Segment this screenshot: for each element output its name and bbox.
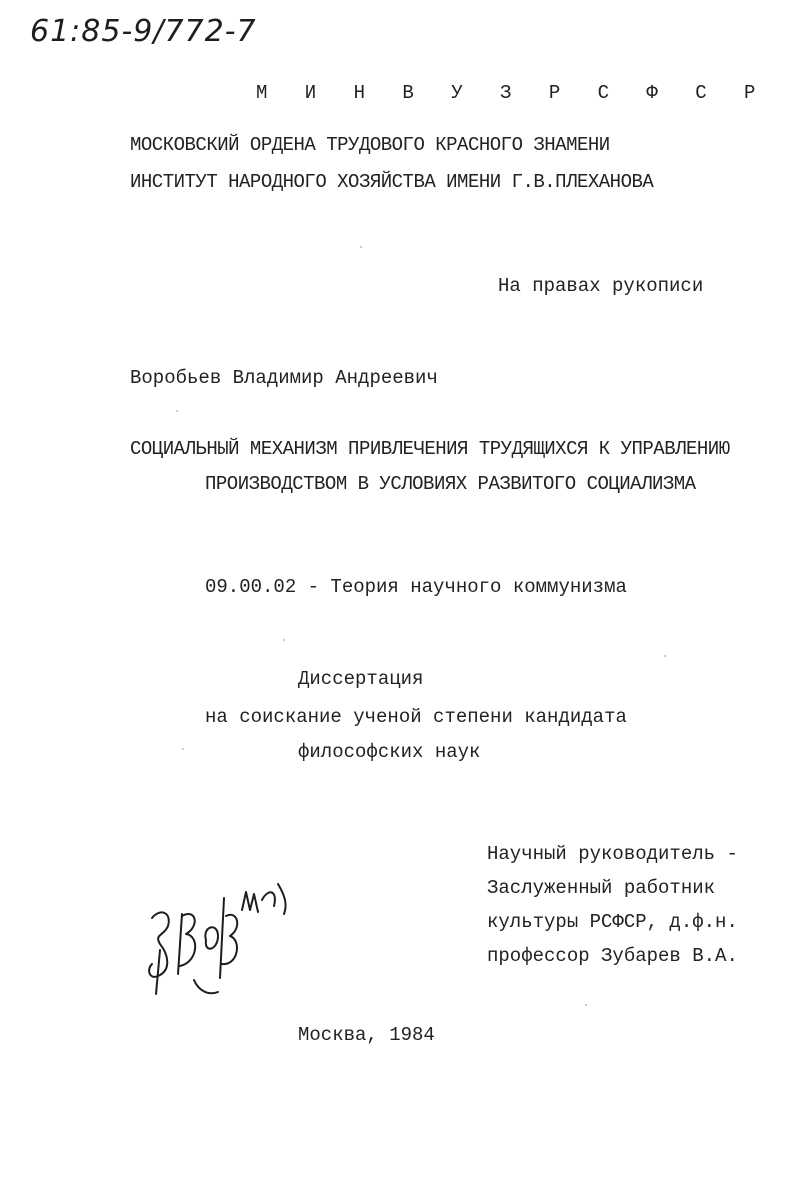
supervisor-line-3: культуры РСФСР, д.ф.н. [487, 911, 738, 933]
dissertation-title-line-1: СОЦИАЛЬНЫЙ МЕХАНИЗМ ПРИВЛЕЧЕНИЯ ТРУДЯЩИХСЯ К УПРАВЛЕНИЮ [130, 438, 730, 460]
archive-code-handwritten: 61:85-9/772-7 [30, 14, 257, 49]
author-signature [138, 870, 298, 1010]
scan-speck [182, 748, 184, 750]
place-and-year: Москва, 1984 [298, 1024, 435, 1046]
degree-line-1: Диссертация [298, 668, 424, 690]
scan-speck [664, 655, 666, 657]
ministry-header: М И Н В У З Р С Ф С Р [256, 82, 769, 104]
supervisor-line-4: профессор Зубарев В.А. [487, 945, 738, 967]
specialty-code: 09.00.02 - Теория научного коммунизма [205, 576, 627, 598]
degree-line-3: философских наук [298, 741, 481, 763]
author-name: Воробьев Владимир Андреевич [130, 367, 438, 389]
degree-line-2: на соискание ученой степени кандидата [205, 706, 627, 728]
scan-speck [283, 639, 285, 641]
scan-speck [176, 410, 178, 412]
institute-name-line-2: ИНСТИТУТ НАРОДНОГО ХОЗЯЙСТВА ИМЕНИ Г.В.ПЛЕХАНОВА [130, 171, 654, 193]
institute-name-line-1: МОСКОВСКИЙ ОРДЕНА ТРУДОВОГО КРАСНОГО ЗНАМЕНИ [130, 134, 610, 156]
manuscript-rights-note: На правах рукописи [498, 275, 704, 297]
supervisor-line-2: Заслуженный работник [487, 877, 716, 899]
scan-speck [360, 246, 362, 248]
supervisor-line-1: Научный руководитель - [487, 843, 738, 865]
dissertation-title-line-2: ПРОИЗВОДСТВОМ В УСЛОВИЯХ РАЗВИТОГО СОЦИАЛИЗМА [205, 473, 696, 495]
scan-speck [585, 1004, 587, 1006]
